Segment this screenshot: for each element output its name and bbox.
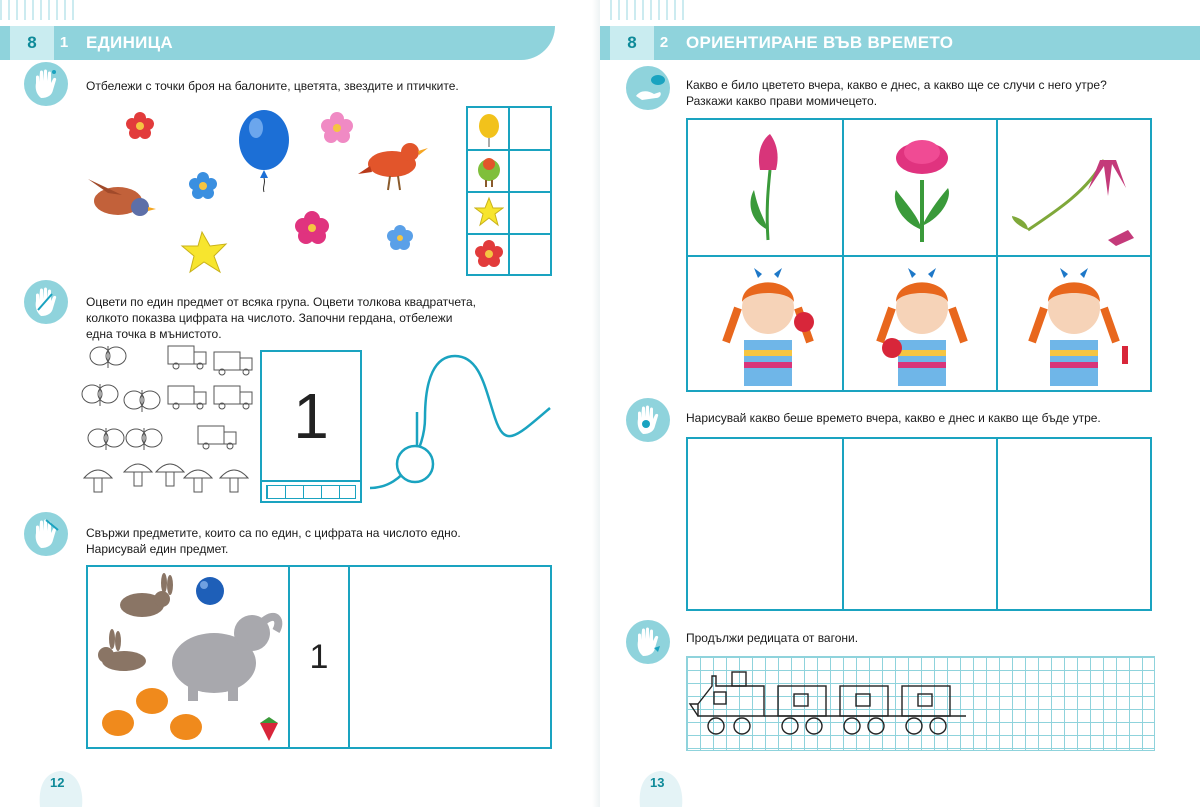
red-flower-icon xyxy=(126,112,154,139)
task2-instruction-2: колкото показва цифрата на числото. Започни гердана, отбележи xyxy=(86,311,453,325)
color-hand-icon xyxy=(24,280,68,324)
blooming-flower-icon xyxy=(878,130,968,250)
pattern-hand-icon xyxy=(626,620,670,664)
digit-one: 1 xyxy=(293,380,329,452)
lesson-number: 2 xyxy=(659,34,669,51)
butterfly-icon xyxy=(82,384,118,406)
brown-bird-icon xyxy=(88,179,156,216)
flower-icon xyxy=(474,238,504,272)
digit-card xyxy=(260,350,362,503)
rabbit-icon xyxy=(98,629,146,671)
point-hand-icon xyxy=(24,62,68,106)
count-squares[interactable] xyxy=(266,485,356,499)
tulip-bud-icon xyxy=(728,130,808,250)
chapter-number: 8 xyxy=(10,26,54,60)
task2-instruction: Нарисувай какво беше времето вчера, какво е днес и какво ще бъде утре. xyxy=(686,411,1101,425)
truck-icon xyxy=(214,352,252,375)
page-number-left xyxy=(30,767,90,807)
objects-illustration xyxy=(92,571,286,745)
balloon-icon xyxy=(474,112,504,148)
truck-icon xyxy=(214,386,252,409)
task2-instruction-3: една точка в мънистото. xyxy=(86,327,222,341)
yellow-star-icon xyxy=(182,232,226,272)
coloring-groups xyxy=(80,342,260,507)
truck-icon xyxy=(168,346,206,369)
mushroom-icon xyxy=(184,470,212,492)
rabbit-icon xyxy=(120,573,173,617)
page-title: ОРИЕНТИРАНЕ ВЪВ ВРЕМЕТО xyxy=(686,33,954,52)
lesson-number: 1 xyxy=(59,34,69,51)
butterfly-icon xyxy=(88,428,124,450)
task1-instruction-1: Какво е било цветето вчера, какво е днес, а какво ще се случи с него утре? xyxy=(686,78,1107,92)
chapter-number: 8 xyxy=(610,26,654,60)
mushroom-icon xyxy=(84,470,112,492)
task1-illustration xyxy=(80,106,460,286)
blue-flower-icon xyxy=(189,172,217,199)
task3-instruction: Продължи редицата от вагони. xyxy=(686,631,859,645)
page-number-right xyxy=(630,767,690,807)
right-page xyxy=(600,0,1200,807)
task1-instruction: Отбележи с точки броя на балоните, цветята, звездите и птичките. xyxy=(86,79,459,93)
butterfly-icon xyxy=(126,428,162,450)
digit-one-small: 1 xyxy=(309,638,329,676)
bird-icon xyxy=(474,154,504,190)
task3-instruction-2: Нарисувай един предмет. xyxy=(86,542,229,556)
drawing-tomorrow[interactable] xyxy=(998,439,1150,609)
connect-hand-icon xyxy=(24,512,68,556)
task1-instruction-2: Разкажи какво прави момичецето. xyxy=(686,94,878,108)
speech-hand-icon xyxy=(626,66,670,110)
page-number-text: 13 xyxy=(650,775,665,790)
butterfly-icon xyxy=(90,346,126,368)
pumpkin-icon xyxy=(102,688,202,740)
star-icon xyxy=(474,196,504,230)
butterfly-icon xyxy=(124,390,160,412)
mushroom-icon xyxy=(124,464,152,486)
spiral-binding xyxy=(610,0,690,20)
count-table xyxy=(466,106,552,276)
girl-with-apple-icon xyxy=(718,262,818,386)
left-header xyxy=(0,26,555,60)
right-header xyxy=(600,26,1200,60)
spiral-binding xyxy=(0,0,80,20)
drawing-area[interactable] xyxy=(352,569,548,745)
paint-hand-icon xyxy=(626,398,670,442)
red-bird-icon xyxy=(358,143,428,190)
story-grid xyxy=(686,118,1152,392)
train-drawing xyxy=(686,656,986,749)
magenta-flower-icon xyxy=(295,211,329,244)
task2-instruction-1: Оцвети по един предмет от всяка група. Оцвети толкова квадратчета, xyxy=(86,295,477,309)
task3-instruction-1: Свържи предметите, които са по един, с цифрата на числото едно. xyxy=(86,526,461,540)
page-number-text: 12 xyxy=(50,775,65,790)
blue-balloon-icon xyxy=(239,110,289,192)
mushroom-icon xyxy=(156,464,184,486)
truck-icon xyxy=(168,386,206,409)
elephant-icon xyxy=(172,615,278,701)
bead-icon xyxy=(397,446,433,482)
girl-eating-apple-icon xyxy=(872,262,972,386)
wilted-flower-icon xyxy=(1008,130,1148,250)
strawberry-icon xyxy=(260,717,278,741)
page-title: ЕДИНИЦА xyxy=(86,33,173,52)
connect-box xyxy=(86,565,552,749)
girl-with-apple-core-icon xyxy=(1018,262,1138,386)
pink-flower-icon xyxy=(321,112,353,143)
blue-flower-icon xyxy=(387,225,413,250)
ball-icon xyxy=(196,577,224,605)
drawing-yesterday[interactable] xyxy=(688,439,842,609)
mushroom-icon xyxy=(220,470,248,492)
necklace-string xyxy=(365,348,555,498)
drawing-today[interactable] xyxy=(844,439,996,609)
weather-drawing-box xyxy=(686,437,1152,611)
truck-icon xyxy=(198,426,236,449)
